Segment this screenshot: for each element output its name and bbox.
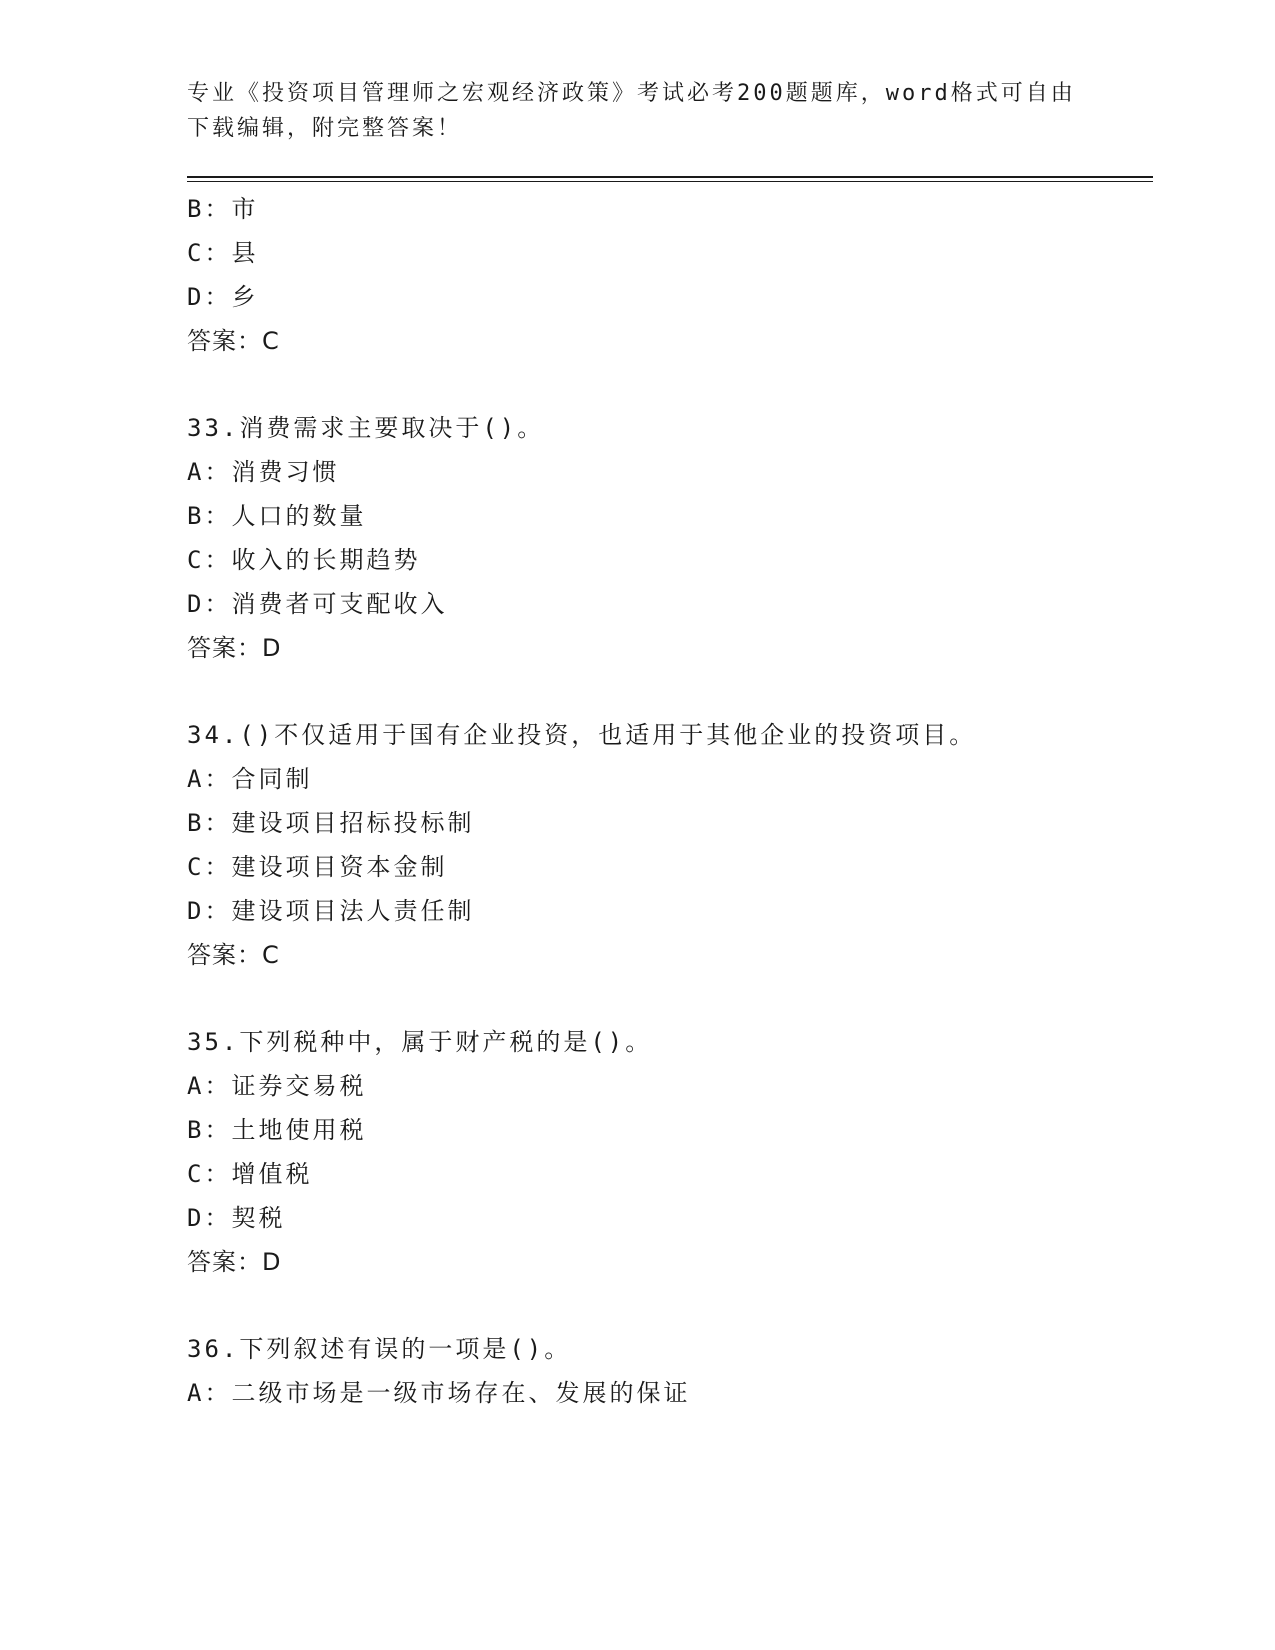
q34-question: 34.()不仅适用于国有企业投资，也适用于其他企业的投资项目。	[187, 721, 977, 749]
document-header: 专业《投资项目管理师之宏观经济政策》考试必考200题题库，word格式可自由下载编辑，附完整答案！	[187, 81, 1076, 141]
q32-option-b: B：市	[187, 195, 259, 223]
q34-option-c: C：建设项目资本金制	[187, 853, 448, 881]
q35-answer: 答案：D	[187, 1248, 282, 1276]
q33-option-d: D：消费者可支配收入	[187, 590, 448, 618]
header-divider-thick	[187, 176, 1153, 178]
q33-option-c: C：收入的长期趋势	[187, 546, 421, 574]
q35-option-b: B：土地使用税	[187, 1116, 367, 1144]
header-divider-thin	[187, 181, 1153, 182]
q32-option-c: C：县	[187, 239, 259, 267]
q33-answer: 答案：D	[187, 634, 282, 662]
q36-question: 36.下列叙述有误的一项是()。	[187, 1335, 572, 1363]
q35-option-a: A：证券交易税	[187, 1072, 367, 1100]
q35-option-c: C：增值税	[187, 1160, 313, 1188]
q35-option-d: D：契税	[187, 1204, 286, 1232]
q34-option-b: B：建设项目招标投标制	[187, 809, 475, 837]
q34-answer: 答案：C	[187, 941, 280, 969]
q35-question: 35.下列税种中，属于财产税的是()。	[187, 1028, 653, 1056]
q32-option-d: D：乡	[187, 283, 259, 311]
q34-option-d: D：建设项目法人责任制	[187, 897, 475, 925]
q34-option-a: A：合同制	[187, 765, 313, 793]
q36-option-a: A：二级市场是一级市场存在、发展的保证	[187, 1379, 691, 1407]
q33-question: 33.消费需求主要取决于()。	[187, 414, 545, 442]
q32-answer: 答案：C	[187, 327, 280, 355]
q33-option-a: A：消费习惯	[187, 458, 340, 486]
q33-option-b: B：人口的数量	[187, 502, 367, 530]
